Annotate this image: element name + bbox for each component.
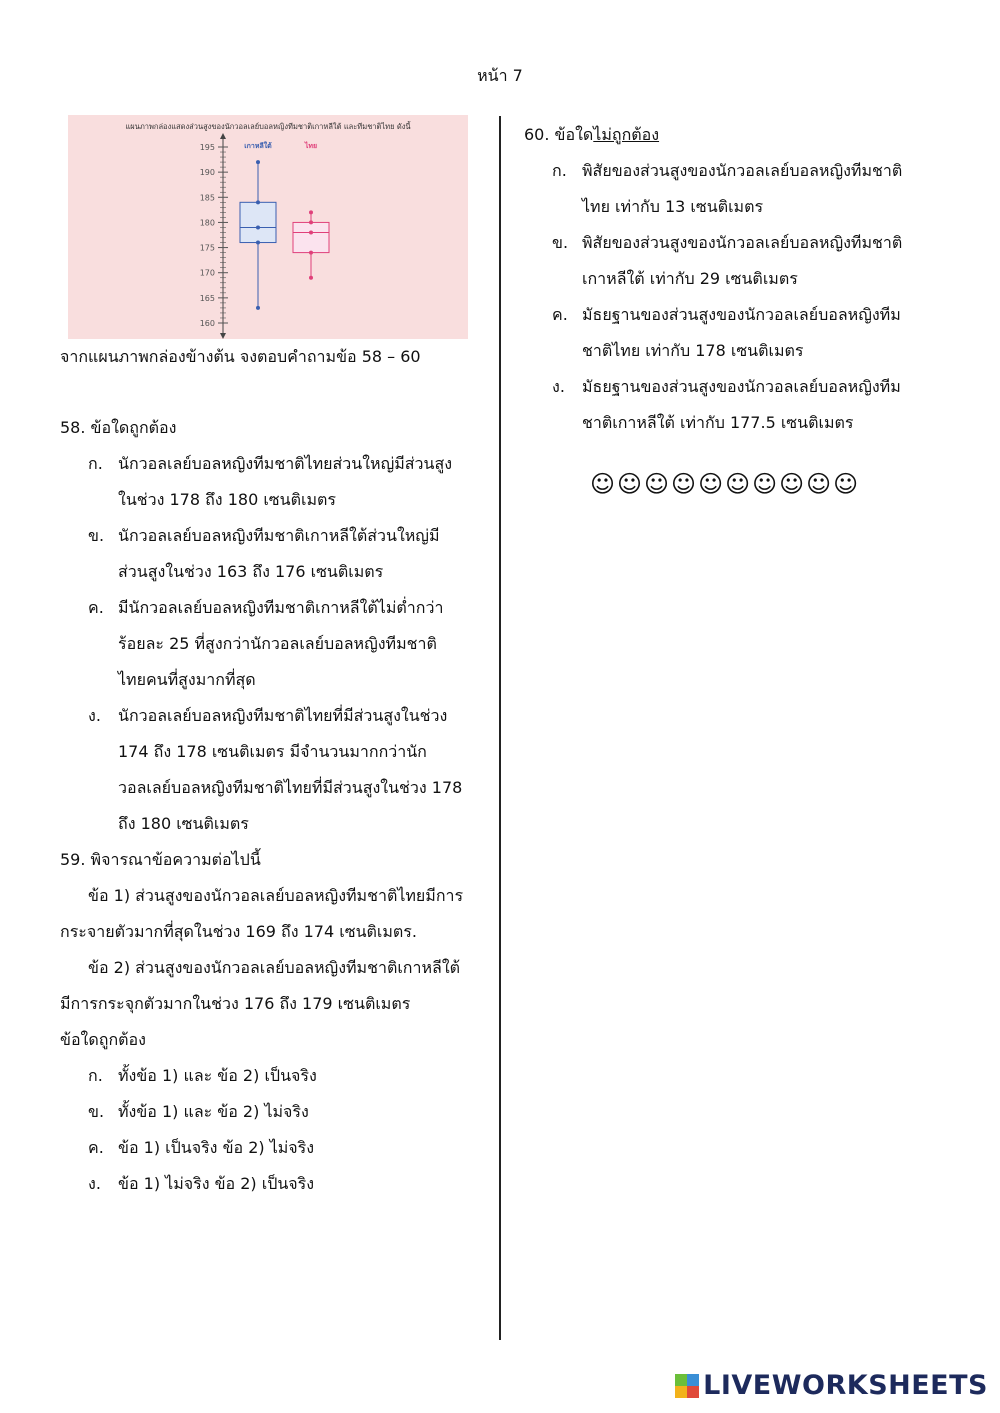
q59-option-2	[60, 1094, 480, 1130]
q58-option-4	[60, 698, 480, 842]
q60-option-line: มัธยฐานของส่วนสูงของนักวอลเลย์บอลหญิงทีม	[582, 305, 901, 324]
summary-point	[309, 220, 313, 224]
box-plot-chart	[68, 115, 468, 339]
q60-option-3	[524, 297, 944, 369]
q58-option-line: วอลเลย์บอลหญิงทีมชาติไทยที่มีส่วนสูงในช่วง 178	[118, 778, 463, 797]
q58-option-line: นักวอลเลย์บอลหญิงทีมชาติเกาหลีใต้ส่วนใหญ่มี	[118, 526, 440, 545]
y-tick-label: 180	[199, 218, 215, 228]
summary-point	[309, 230, 313, 234]
q58-option-line: ร้อยละ 25 ที่สูงกว่านักวอลเลย์บอลหญิงทีมชาติ	[118, 634, 437, 653]
q58-option-letter: ข.	[88, 526, 105, 545]
q60-title-underlined: ไม่ถูกต้อง	[593, 125, 660, 144]
summary-point	[256, 200, 260, 204]
q59-options	[60, 1058, 480, 1202]
q59-option-line: ข้อ 1) ไม่จริง ข้อ 2) เป็นจริง	[118, 1174, 315, 1193]
q58-option-3	[60, 590, 480, 698]
q58-option-line: ถึง 180 เซนติเมตร	[118, 814, 249, 833]
y-axis-arrow-bottom	[220, 333, 226, 339]
q58-options	[60, 446, 480, 842]
q59-statement-2a: ข้อ 2) ส่วนสูงของนักวอลเลย์บอลหญิงทีมชาติเกาหลีใต้	[88, 958, 461, 977]
smiley-row: ☺☺☺☺☺☺☺☺☺☺	[590, 470, 861, 498]
q59-option-letter: ข.	[88, 1102, 105, 1121]
q58-option-line: นักวอลเลย์บอลหญิงทีมชาติไทยส่วนใหญ่มีส่วนสูง	[118, 454, 453, 473]
right-column	[524, 117, 944, 441]
logo-mark-icon	[675, 1374, 699, 1398]
y-tick-label: 175	[199, 243, 215, 253]
q58-option-line: 174 ถึง 178 เซนติเมตร มีจำนวนมากกว่านัก	[118, 742, 427, 761]
y-tick-label: 195	[199, 143, 215, 152]
q58-option-letter: ง.	[88, 706, 101, 725]
column-divider	[499, 116, 501, 1340]
q60-option-letter: ค.	[552, 305, 568, 324]
page-number: หน้า 7	[477, 66, 523, 85]
q60-option-line: พิสัยของส่วนสูงของนักวอลเลย์บอลหญิงทีมชาติ	[582, 161, 903, 180]
q60-options	[524, 153, 944, 441]
y-tick-label: 185	[199, 193, 215, 203]
q59-option-line: ทั้งข้อ 1) และ ข้อ 2) เป็นจริง	[118, 1066, 317, 1085]
q60-option-line: มัธยฐานของส่วนสูงของนักวอลเลย์บอลหญิงทีม	[582, 377, 901, 396]
series-label: ไทย	[304, 142, 318, 150]
q59-option-letter: ค.	[88, 1138, 104, 1157]
q59-statement-2b: มีการกระจุกตัวมากในช่วง 176 ถึง 179 เซนติเมตร	[60, 994, 411, 1013]
q59-option-letter: ก.	[88, 1066, 103, 1085]
y-tick-label: 160	[199, 319, 215, 328]
q60-option-line: ไทย เท่ากับ 13 เซนติเมตร	[582, 197, 764, 216]
q59-option-line: ข้อ 1) เป็นจริง ข้อ 2) ไม่จริง	[118, 1138, 315, 1157]
intro-text: จากแผนภาพกล่องข้างต้น จงตอบคำถามข้อ 58 – 60	[60, 347, 421, 366]
summary-point	[256, 306, 260, 310]
chart-title: แผนภาพกล่องแสดงส่วนสูงของนักวอลเลย์บอลหญิงทีมชาติเกาหลีใต้ และทีมชาติไทย ดังนี้	[125, 122, 411, 131]
q60-option-letter: ง.	[552, 377, 565, 396]
q59-ask: ข้อใดถูกต้อง	[60, 1030, 146, 1049]
q58-option-letter: ค.	[88, 598, 104, 617]
y-axis-arrow-top	[220, 133, 226, 139]
y-tick-label: 165	[199, 293, 215, 303]
q60-option-letter: ก.	[552, 161, 567, 180]
q58-option-2	[60, 518, 480, 590]
q60-title	[524, 117, 944, 153]
left-column	[60, 410, 480, 1202]
series-label: เกาหลีใต้	[244, 142, 272, 150]
q60-option-1	[524, 153, 944, 225]
q58-option-line: ไทยคนที่สูงมากที่สุด	[118, 670, 256, 689]
q58-option-letter: ก.	[88, 454, 103, 473]
q59-statement-1b: กระจายตัวมากที่สุดในช่วง 169 ถึง 174 เซนติเมตร.	[60, 922, 417, 941]
summary-point	[256, 241, 260, 245]
summary-point	[256, 160, 260, 164]
logo-text: LIVEWORKSHEETS	[703, 1370, 988, 1401]
q60-option-letter: ข.	[552, 233, 569, 252]
summary-point	[309, 251, 313, 255]
q59-statement-1a: ข้อ 1) ส่วนสูงของนักวอลเลย์บอลหญิงทีมชาติไทยมีการ	[88, 886, 464, 905]
q58-option-1	[60, 446, 480, 518]
q59-option-line: ทั้งข้อ 1) และ ข้อ 2) ไม่จริง	[118, 1102, 309, 1121]
box-plot-svg	[68, 115, 468, 339]
q58-option-line: มีนักวอลเลย์บอลหญิงทีมชาติเกาหลีใต้ไม่ต่ำกว่า	[118, 598, 444, 617]
y-tick-label: 170	[199, 268, 215, 278]
liveworksheets-logo	[675, 1370, 988, 1401]
q60-option-line: เกาหลีใต้ เท่ากับ 29 เซนติเมตร	[582, 269, 798, 288]
q60-option-line: ชาติไทย เท่ากับ 178 เซนติเมตร	[582, 341, 804, 360]
q60-option-4	[524, 369, 944, 441]
q58-option-line: ส่วนสูงในช่วง 163 ถึง 176 เซนติเมตร	[118, 562, 384, 581]
q58-option-line: ในช่วง 178 ถึง 180 เซนติเมตร	[118, 490, 336, 509]
q59-title: 59. พิจารณาข้อความต่อไปนี้	[60, 850, 261, 869]
q58-option-line: นักวอลเลย์บอลหญิงทีมชาติไทยที่มีส่วนสูงในช่วง	[118, 706, 448, 725]
q59-option-letter: ง.	[88, 1174, 101, 1193]
box	[240, 202, 276, 242]
summary-point	[256, 225, 260, 229]
q59-option-4	[60, 1166, 480, 1202]
q59-option-1	[60, 1058, 480, 1094]
summary-point	[309, 276, 313, 280]
y-tick-label: 190	[199, 168, 215, 178]
summary-point	[309, 210, 313, 214]
q60-option-line: ชาติเกาหลีใต้ เท่ากับ 177.5 เซนติเมตร	[582, 413, 854, 432]
box	[293, 222, 329, 252]
q60-title-prefix: 60. ข้อใด	[524, 125, 594, 144]
q59-option-3	[60, 1130, 480, 1166]
q60-option-line: พิสัยของส่วนสูงของนักวอลเลย์บอลหญิงทีมชาติ	[582, 233, 903, 252]
q60-option-2	[524, 225, 944, 297]
q58-title: 58. ข้อใดถูกต้อง	[60, 418, 177, 437]
